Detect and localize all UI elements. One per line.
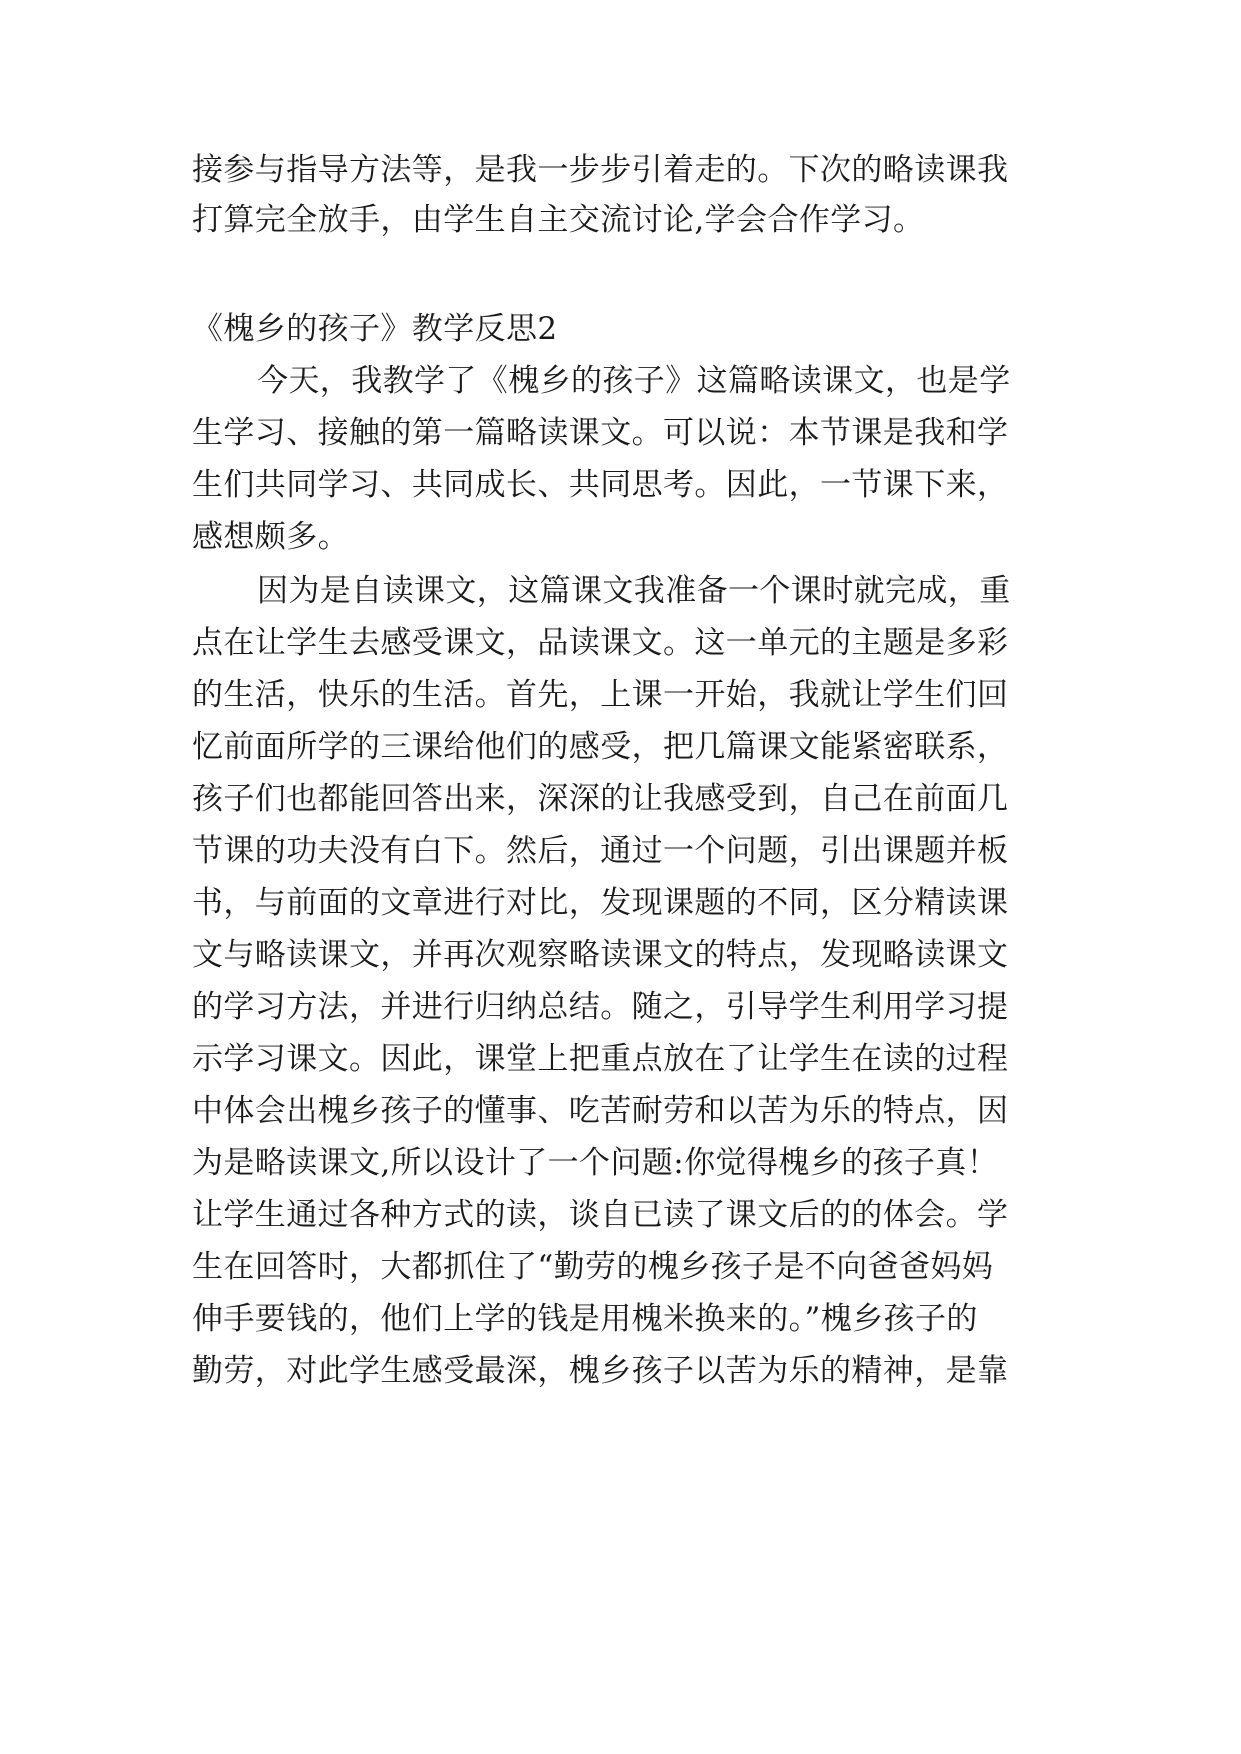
continuation-line: 打算完全放手，由学生自主交流讨论,学会合作学习。 [192, 202, 925, 238]
paragraph-line: 孩子们也都能回答出来，深深的让我感受到，自己在前面几 [192, 781, 1009, 817]
continuation-line: 接参与指导方法等，是我一步步引着走的。下次的略读课我 [192, 152, 1009, 188]
paragraph-line: 伸手要钱的，他们上学的钱是用槐米换来的。”槐乡孩子的 [192, 1301, 978, 1337]
paragraph-line: 中体会出槐乡孩子的懂事、吃苦耐劳和以苦为乐的特点，因 [192, 1093, 1009, 1129]
paragraph-line: 点在让学生去感受课文，品读课文。这一单元的主题是多彩 [192, 625, 1009, 661]
paragraph-line: 为是略读课文,所以设计了一个问题:你觉得槐乡的孩子真！ [192, 1145, 999, 1181]
paragraph-line: 的学习方法，并进行归纳总结。随之，引导学生利用学习提 [192, 989, 1009, 1025]
paragraph-line: 生们共同学习、共同成长、共同思考。因此，一节课下来， [192, 467, 1009, 503]
paragraph-line: 书，与前面的文章进行对比，发现课题的不同，区分精读课 [192, 885, 1009, 921]
section-title: 《槐乡的孩子》教学反思2 [192, 311, 558, 347]
paragraph-line: 节课的功夫没有白下。然后，通过一个问题，引出课题并板 [192, 833, 1009, 869]
paragraph-line: 因为是自读课文，这篇课文我准备一个课时就完成，重 [257, 573, 1011, 609]
paragraph-line: 文与略读课文，并再次观察略读课文的特点，发现略读课文 [192, 937, 1009, 973]
paragraph-line: 生学习、接触的第一篇略读课文。可以说：本节课是我和学 [192, 415, 1009, 451]
paragraph-line: 忆前面所学的三课给他们的感受，把几篇课文能紧密联系， [192, 729, 1009, 765]
paragraph-line: 让学生通过各种方式的读，谈自已读了课文后的的体会。学 [192, 1197, 1009, 1233]
paragraph-line: 的生活，快乐的生活。首先，上课一开始，我就让学生们回 [192, 677, 1009, 713]
paragraph-line: 勤劳，对此学生感受最深，槐乡孩子以苦为乐的精神，是靠 [192, 1353, 1009, 1389]
paragraph-line: 示学习课文。因此，课堂上把重点放在了让学生在读的过程 [192, 1041, 1009, 1077]
paragraph-line: 今天，我教学了《槐乡的孩子》这篇略读课文，也是学 [257, 363, 1011, 399]
paragraph-line: 感想颇多。 [192, 519, 349, 555]
paragraph-line: 生在回答时，大都抓住了“勤劳的槐乡孩子是不向爸爸妈妈 [192, 1249, 994, 1285]
